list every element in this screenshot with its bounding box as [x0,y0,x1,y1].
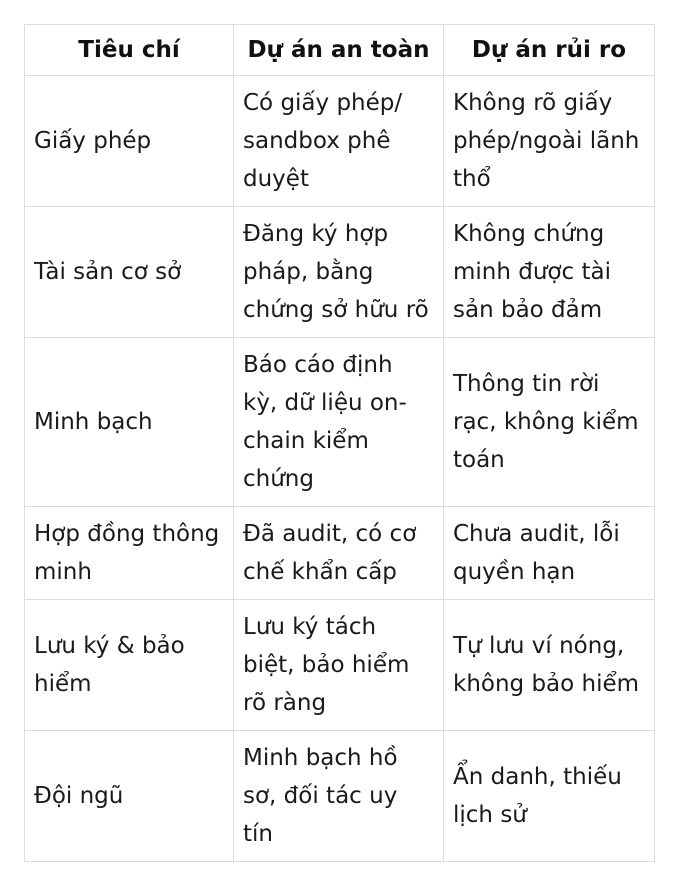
table-row [25,338,655,507]
comparison-table [24,24,655,862]
table-row [25,731,655,862]
table-row [25,600,655,731]
header-safe-project: Dự án an toàn [234,25,444,76]
table-row [25,507,655,600]
safe-cell: Báo cáo định kỳ, dữ liệu on-chain kiểm chứng [234,338,444,507]
risky-cell: Không chứng minh được tài sản bảo đảm [444,207,655,338]
criteria-cell: Minh bạch [25,338,234,507]
criteria-cell: Tài sản cơ sở [25,207,234,338]
criteria-cell: Giấy phép [25,76,234,207]
risky-cell: Thông tin rời rạc, không kiểm toán [444,338,655,507]
risky-cell: Tự lưu ví nóng, không bảo hiểm [444,600,655,731]
risky-cell: Ẩn danh, thiếu lịch sử [444,731,655,862]
safe-cell: Đăng ký hợp pháp, bằng chứng sở hữu rõ [234,207,444,338]
table-header-row [25,25,655,76]
criteria-cell: Lưu ký & bảo hiểm [25,600,234,731]
header-risky-project: Dự án rủi ro [444,25,655,76]
safe-cell: Đã audit, có cơ chế khẩn cấp [234,507,444,600]
header-criteria: Tiêu chí [25,25,234,76]
table-row [25,207,655,338]
criteria-cell: Hợp đồng thông minh [25,507,234,600]
risky-cell: Không rõ giấy phép/ngoài lãnh thổ [444,76,655,207]
safe-cell: Có giấy phép/ sandbox phê duyệt [234,76,444,207]
comparison-table-container [24,24,655,862]
safe-cell: Minh bạch hồ sơ, đối tác uy tín [234,731,444,862]
criteria-cell: Đội ngũ [25,731,234,862]
risky-cell: Chưa audit, lỗi quyền hạn [444,507,655,600]
table-row [25,76,655,207]
safe-cell: Lưu ký tách biệt, bảo hiểm rõ ràng [234,600,444,731]
